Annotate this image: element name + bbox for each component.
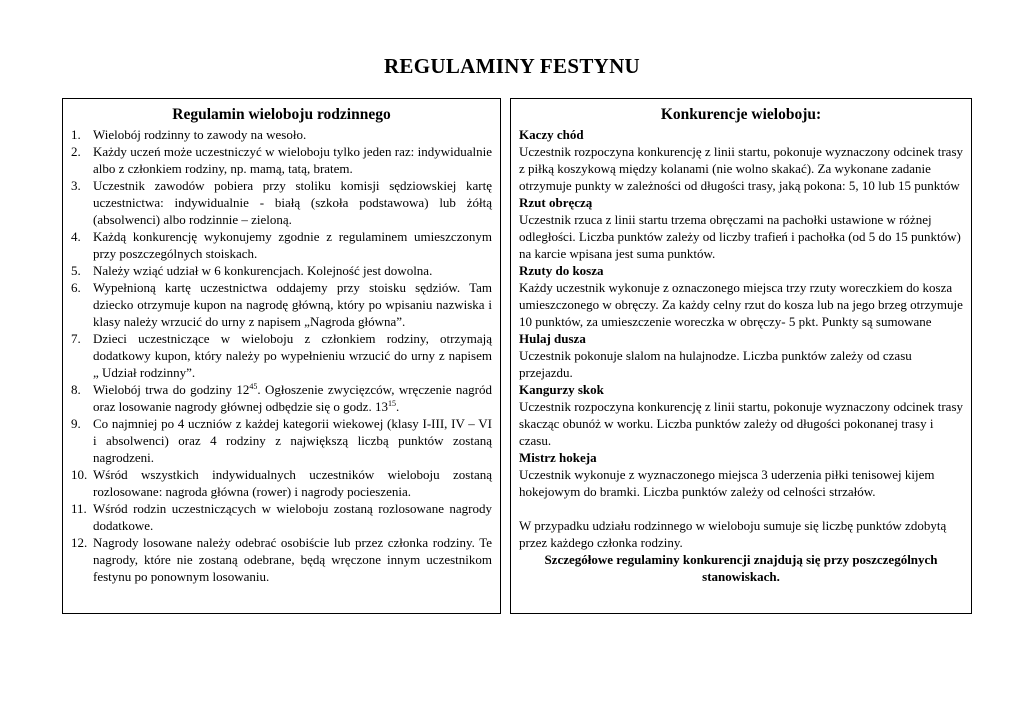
rule-text: Wielobój rodzinny to zawody na wesoło. — [93, 127, 307, 142]
rule-item — [71, 262, 492, 279]
rule-item — [71, 330, 492, 381]
rule-text: Co najmniej po 4 uczniów z każdej kategorii wiekowej (klasy I-III, IV – VI i absolwenci) oraz 4 rodziny z największą liczbą punktów zostaną nagrodzeni. — [93, 416, 492, 465]
rule-number: 1. — [71, 127, 81, 142]
page-title: REGULAMINY FESTYNU — [383, 54, 641, 78]
rule-text — [93, 381, 492, 415]
competition-description: Uczestnik wykonuje z wyznaczonego miejsca 3 uderzenia piłki tenisowej kijem hokejowym do bramki. Liczba punktów zależy od celności strzałów. — [519, 467, 935, 499]
rule-text-part: Wielobój trwa do godziny 12 — [93, 382, 250, 397]
rule-item — [71, 126, 492, 143]
rule-text: Nagrody losowane należy odebrać osobiście lub przez członka rodziny. Te nagrody, które nie zostaną odebrane, będą wręczone innym uczestnikom festynu po ponownym losowaniu. — [93, 535, 492, 584]
rule-item — [71, 143, 492, 177]
competition-name: Kangurzy skok — [519, 382, 604, 397]
rule-text: Dzieci uczestniczące w wieloboju z członkiem rodziny, otrzymają dodatkowy kupon, który należy po wypełnieniu wrzucić do urny z napisem „ Udział rodzinny”. — [93, 331, 492, 380]
rule-number: 12. — [71, 535, 88, 550]
rule-number: 6. — [71, 280, 81, 295]
rules-panel — [62, 98, 501, 614]
rule-item — [71, 177, 492, 228]
competition-name: Rzuty do kosza — [519, 263, 604, 278]
competition-description: Uczestnik pokonuje slalom na hulajnodze. Liczba punktów zależy od czasu przejazdu. — [519, 348, 912, 380]
rule-text: Wypełnioną kartę uczestnictwa oddajemy przy stoisku sędziów. Tam dziecko otrzymuje kupon na nagrodę główną, który po wpisaniu nazwiska i klasy należy wrzucić do urny z napisem „Nagroda główna”. — [93, 280, 492, 329]
rule-item — [71, 228, 492, 262]
time-superscript: 15 — [387, 399, 396, 408]
rule-item — [71, 381, 492, 415]
rules-list — [71, 126, 492, 585]
rule-item — [71, 279, 492, 330]
rule-text: Wśród rodzin uczestniczących w wieloboju zostaną rozlosowane nagrody dodatkowe. — [93, 501, 492, 533]
rule-item — [71, 500, 492, 534]
competition-description: Każdy uczestnik wykonuje z oznaczonego miejsca trzy rzuty woreczkiem do kosza umieszczonego w obręczy. Za każdy celny rzut do kosza lub na jego brzeg otrzymuje 10 punktów, za umieszczenie woreczka w obręczy- 5 pkt. Punkty są sumowane — [519, 280, 963, 329]
rule-number: 5. — [71, 263, 81, 278]
rule-number: 11. — [71, 501, 87, 516]
rule-number: 9. — [71, 416, 81, 431]
competitions-panel — [510, 98, 972, 614]
rule-item — [71, 415, 492, 466]
rule-number: 8. — [71, 382, 81, 397]
rule-number: 10. — [71, 467, 88, 482]
competition-name: Hulaj dusza — [519, 331, 586, 346]
stations-footer: Szczegółowe regulaminy konkurencji znajdują się przy poszczególnych stanowiskach. — [544, 552, 938, 584]
rule-item — [71, 466, 492, 500]
competition-description: Uczestnik rozpoczyna konkurencję z linii startu, pokonuje wyznaczony odcinek trasy skacząc obunóż w worku. Liczba punktów zależy od długości pokonanej trasy i czasu. — [519, 399, 964, 448]
family-scoring-note: W przypadku udziału rodzinnego w wieloboju sumuje się liczbę punktów zdobytą przez każdego członka rodziny. — [519, 518, 947, 550]
competition-name: Rzut obręczą — [519, 195, 593, 210]
competition-description: Uczestnik rozpoczyna konkurencję z linii startu, pokonuje wyznaczony odcinek trasy z piłką koszykową między kolanami (nie wolno skakać). Za wykonane zadanie otrzymuje punkty w zależności od długości trasy, jaką pokona: 5, 10 lub 15 punktów — [519, 144, 964, 193]
competition-name: Kaczy chód — [519, 127, 584, 142]
rule-text: Każdy uczeń może uczestniczyć w wieloboju tylko jeden raz: indywidualnie albo z członkiem rodziny, np. mamą, tatą, bratem. — [93, 144, 492, 176]
time-superscript: 45 — [249, 382, 258, 391]
competition-description: Uczestnik rzuca z linii startu trzema obręczami na pachołki ustawione w różnej odległości. Liczba punktów zależy od liczby trafień i pachołka (od 5 do 15 punktów) na karcie wpisana jest suma punktów. — [519, 212, 961, 261]
rule-text: Uczestnik zawodów pobiera przy stoliku komisji sędziowskiej kartę uczestnictwa: indywidualnie - białą (szkoła podstawowa) lub żółtą (absolwenci) albo rodzinnie – zieloną. — [93, 178, 492, 227]
rule-text-part: . — [395, 399, 400, 414]
rule-number: 7. — [71, 331, 81, 346]
rules-heading: Regulamin wieloboju rodzinnego — [172, 106, 391, 123]
rule-text: Wśród wszystkich indywidualnych uczestników wieloboju zostaną rozlosowane: nagroda główna (rower) i nagrody pocieszenia. — [93, 467, 492, 499]
rule-text: Każdą konkurencję wykonujemy zgodnie z regulaminem umieszczonym przy poszczególnych stoiskach. — [93, 229, 492, 261]
rule-text-part: . Ogłoszenie zwycięzców, wręczenie nagród oraz losowanie nagrody głównej odbędzie się o godz. 13 — [93, 382, 492, 414]
rule-item — [71, 534, 492, 585]
competitions-heading: Konkurencje wieloboju: — [660, 106, 822, 123]
rule-number: 2. — [71, 144, 81, 159]
rule-number: 3. — [71, 178, 81, 193]
rule-number: 4. — [71, 229, 81, 244]
rule-text: Należy wziąć udział w 6 konkurencjach. Kolejność jest dowolna. — [93, 263, 433, 278]
competition-name: Mistrz hokeja — [519, 450, 597, 465]
